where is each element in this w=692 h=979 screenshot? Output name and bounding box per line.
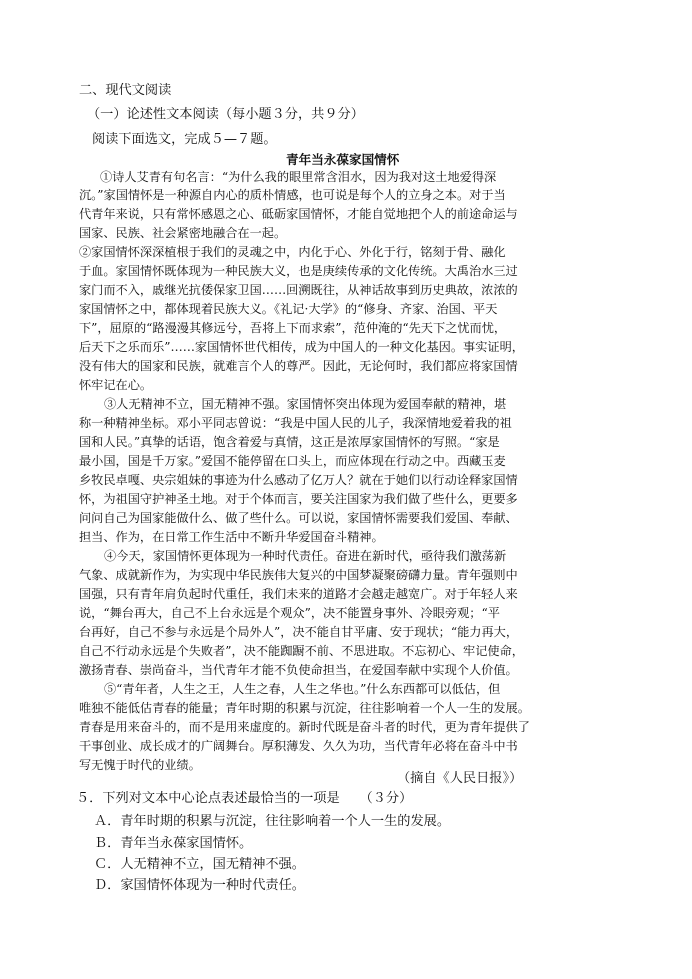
option-c[interactable]: Ｃ．人无精神不立，国无精神不强。 <box>94 857 305 872</box>
article-line: 青春是用来奋斗的，而不是用来虚度的。新时代既是奋斗者的时代，更为青年提供了 <box>79 720 530 734</box>
article-line: 国强，只有青年肩负起时代重任，我们未来的道路才会越走越宽广。对于年轻人来 <box>79 587 518 601</box>
article-line: 乡牧民卓嘎、央宗姐妹的事迹为什么感动了亿万人？就在于她们以行动诠释家国情 <box>79 473 518 487</box>
article-line: 代青年来说，只有常怀感恩之心、砥砺家国情怀，才能自觉地把个人的前途命运与 <box>79 207 518 221</box>
article-line: 问问自己为国家能做什么、做了些什么。可以说，家国情怀需要我们爱国、奉献、 <box>79 511 518 525</box>
article-line: ④今天，家国情怀更体现为一种时代责任。奋进在新时代，亟待我们激荡新 <box>104 549 507 563</box>
article-line: ③人无精神不立，国无精神不强。家国情怀突出体现为爱国奉献的精神，堪 <box>104 397 507 411</box>
reading-instruction: 阅读下面选文，完成５—７题。 <box>92 132 277 147</box>
subsection-heading: （一）论述性文本阅读（每小题３分，共９分） <box>87 107 364 122</box>
article-line: 国家、民族、社会紧密地融合在一起。 <box>79 226 287 240</box>
article-line: ①诗人艾青有句名言：“为什么我的眼里常含泪水，因为我对这土地爱得深 <box>100 170 497 184</box>
article-line: ②家国情怀深深植根于我们的灵魂之中，内化于心、外化于行，铭刻于骨、融化 <box>79 245 506 259</box>
article-line: 自己不行动永远是个失败者”，决不能踟蹰不前、不思进取。不忘初心、牢记使命， <box>79 644 524 658</box>
article-line: 沉。”家国情怀是一种源自内心的质朴情感，也可说是每个人的立身之本。对于当 <box>79 188 506 202</box>
question-stem: ５．下列对文本中心论点表述最恰当的一项是 （３分） <box>76 791 413 806</box>
article-line: 怀牢记在心。 <box>79 378 153 392</box>
section-heading: 二、现代文阅读 <box>79 83 172 98</box>
option-a[interactable]: Ａ．青年时期的积累与沉淀，往往影响着一个人一生的发展。 <box>94 814 451 829</box>
article-line: 激扬青春、崇尚奋斗，当代青年才能不负使命担当，在爱国奉献中实现个人价值。 <box>79 663 518 677</box>
article-line: 气象、成就新作为，为实现中华民族伟大复兴的中国梦凝聚磅礴力量。青年强则中 <box>79 568 518 582</box>
article-source: （摘自《人民日报》） <box>397 771 523 786</box>
article-line: 怀，为祖国守护神圣土地。对于个体而言，要关注国家为我们做了些什么，更要多 <box>79 492 518 506</box>
option-d[interactable]: Ｄ．家国情怀体现为一种时代责任。 <box>94 878 305 893</box>
article-line: 家国情怀之中，都体现着民族大义。《礼记·大学》的“修身、齐家、治国、平天 <box>79 302 498 316</box>
article-line: 于血。家国情怀既体现为一种民族大义，也是庚续传承的文化传统。大禹治水三过 <box>79 264 518 278</box>
article-line: ⑤“青年者，人生之王，人生之春，人生之华也。”什么东西都可以低估，但 <box>104 682 501 696</box>
article-line: 干事创业、成长成才的广阔舞台。厚积薄发、久久为功，当代青年必将在奋斗中书 <box>79 739 518 753</box>
article-line: 下”，屈原的“路漫漫其修远兮，吾将上下而求索”，范仲淹的“先天下之忧而忧， <box>79 321 507 335</box>
article-line: 没有伟大的国家和民族，就难言个人的尊严。因此，无论何时，我们都应将家国情 <box>79 359 518 373</box>
article-title: 青年当永葆家国情怀 <box>286 152 400 167</box>
article-line: 唯独不能低估青春的能量；青年时期的积累与沉淀，往往影响着一个人一生的发展。 <box>79 701 530 715</box>
article-line: 最小国，国是千万家。”爱国不能停留在口头上，而应体现在行动之中。西藏玉麦 <box>79 454 506 468</box>
article-line: 国和人民。”真挚的话语，饱含着爱与真情，这正是浓厚家国情怀的写照。“家是 <box>79 435 500 449</box>
article-line: 台再好，自己不参与永远是个局外人”，决不能自甘平庸、安于现状；“能力再大， <box>79 625 519 639</box>
article-line: 称一种精神坐标。邓小平同志曾说：“我是中国人民的儿子，我深情地爱着我的祖 <box>79 416 512 430</box>
option-b[interactable]: Ｂ．青年当永葆家国情怀。 <box>94 836 253 851</box>
article-line: 说，“舞台再大，自己不上台永远是个观众”，决不能置身事外、冷眼旁观；“平 <box>79 606 500 620</box>
article-line: 写无愧于时代的业绩。 <box>79 758 201 772</box>
article-line: 家门而不入，戚继光抗倭保家卫国……回溯既往，从神话故事到历史典故，浓浓的 <box>79 283 518 297</box>
article-line: 担当、作为，在日常工作生活中不断升华爱国奋斗精神。 <box>79 530 384 544</box>
article-line: 后天下之乐而乐”……家国情怀世代相传，成为中国人的一种文化基因。事实证明， <box>79 340 524 354</box>
